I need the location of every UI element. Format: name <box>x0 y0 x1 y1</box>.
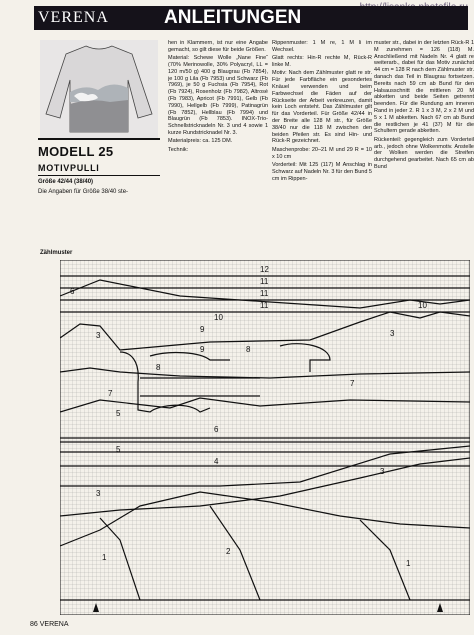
zone-number: 2 <box>226 547 231 556</box>
zone-number: 3 <box>96 489 101 498</box>
zone-number: 4 <box>214 457 219 466</box>
paragraph: Materialpreis: ca. 125 DM. <box>168 138 233 145</box>
section-title: ANLEITUNGEN <box>164 7 302 28</box>
paragraph: hen in Klammern, ist nur eine Angabe gemacht, so gilt diese für beide Größen. <box>168 40 268 53</box>
paragraph: Vorderteil: Mit 125 (117) M Anschlag in Schwarz auf Nadeln Nr. 3 für den Bund 5 cm im Rippen- <box>272 161 372 182</box>
instructions-column-2 <box>272 40 372 254</box>
magazine-header <box>34 6 468 30</box>
paragraph: Rückenteil: gegengleich zum Vorderteil arb., jedoch ohne Wolkenmotiv. Anstelle der Wolken werden die Streifen durchgehend gearbeitet. Nach 65 cm ab Bund <box>374 136 474 170</box>
paragraph: Motiv: Nach dem Zählmuster glatt re str. Für jede Farbfläche ein gesondertes Knäuel verwenden und beim Farbwechsel die Fäden auf der Rückseite der Arbeit verkreuzen, damit kein Loch entsteht. Das Zählmuster gilt für das Vorderteil. Für Größe 42/44 in der Breite alle 128 M str., für Größe 38/40 nur die 118 M zwischen den beiden Pfeilen str. Es sind Hin- und Rück-R gezeichnet. <box>272 70 372 145</box>
zone-number: 5 <box>116 409 121 418</box>
page-footer: 86 VERENA <box>30 621 69 628</box>
zone-number: 3 <box>96 331 101 340</box>
zone-number: 3 <box>380 467 385 476</box>
zone-number: 3 <box>390 329 395 338</box>
paragraph: Rippenmuster: 1 M re, 1 M li im Wechsel. <box>272 40 372 53</box>
zone-number: 9 <box>200 345 205 354</box>
zone-number: 11 <box>260 301 269 310</box>
zone-number: 10 <box>418 301 427 310</box>
model-size: Größe 42/44 (38/40) <box>38 179 94 185</box>
paragraph: muster str., dabei in der letzten Rück-R 1 M zunehmen = 126 (118) M. Anschließend mit Nadeln Nr. 4 glatt re weiterarb., dabei für das Motiv zunächst 44 cm = 128 R nach dem Zählmuster str. danach das Teil in Blaugrau fortsetzen. Bereits nach 59 cm ab Bund für den Halsausschnitt die mittleren 20 M abketten und beide Seiten getrennt beenden. Für die Rundung am inneren Rand in jeder 2. R 1 x 3 M, 2 x 2 M und 5 x 1 M abketten. Nach 67 cm ab Bund die restlichen je 41 (37) M für die Schultern gerade abketten. <box>374 40 474 135</box>
paragraph: Maschenprobe: 20–21 M und 29 R = 10 x 10 cm <box>272 146 372 160</box>
zone-number: 12 <box>260 265 269 274</box>
zone-number: 6 <box>70 287 75 296</box>
zone-number: 11 <box>260 289 269 298</box>
zone-number: 6 <box>214 425 219 434</box>
paragraph: Glatt rechts: Hin-R rechte M, Rück-R linke M. <box>272 55 372 68</box>
instructions-column-1 <box>168 40 268 254</box>
sweater-sketch <box>40 40 158 138</box>
zone-number: 1 <box>102 553 107 562</box>
zone-number: 1 <box>406 559 411 568</box>
model-subtitle: MOTIVPULLI <box>38 163 160 176</box>
knitting-chart <box>60 260 470 615</box>
zone-number: 7 <box>108 389 113 398</box>
instructions-column-3 <box>374 40 474 254</box>
model-block <box>38 138 160 196</box>
zone-number: 8 <box>246 345 251 354</box>
paragraph: Technik: <box>168 146 189 153</box>
zone-number: 8 <box>156 363 161 372</box>
model-size-note: Die Angaben für Größe 38/40 ste- <box>38 189 129 195</box>
zone-number: 9 <box>200 325 205 334</box>
zone-number: 5 <box>116 445 121 454</box>
zone-number: 10 <box>214 313 223 322</box>
model-title: MODELL 25 <box>38 144 114 159</box>
magazine-brand: VERENA <box>38 9 109 26</box>
paragraph: Material: Schewe Wolle „Nane Fine“ (70% Merinowolle, 30% Polyacryl, LL = 120 m/50 g) 400 g Blaugrau (Fb 7854), je 100 g Lila (Fb 7953) und Schwarz (Fb 7969), je 50 g Fuchsia (Fb 7954), Rot (Fb 7924), Rosenholz (Fb 7982), Altrosé (Fb 7983), Apricot (Fb 7991), Gelb (Fb 7990), Hellgelb (Fb 7999), Patinagrün (Fb 7852), Hellblau (Fb 7994) und Blaugrün (Fb 7853). INOX-Trio-Schnellstricknadeln Nr. 3 und 4 sowie 1 kurze Rundstricknadel Nr. 3. <box>168 55 268 136</box>
zone-number: 7 <box>350 379 355 388</box>
zone-number: 11 <box>260 277 269 286</box>
chart-label: Zählmuster <box>40 250 73 256</box>
